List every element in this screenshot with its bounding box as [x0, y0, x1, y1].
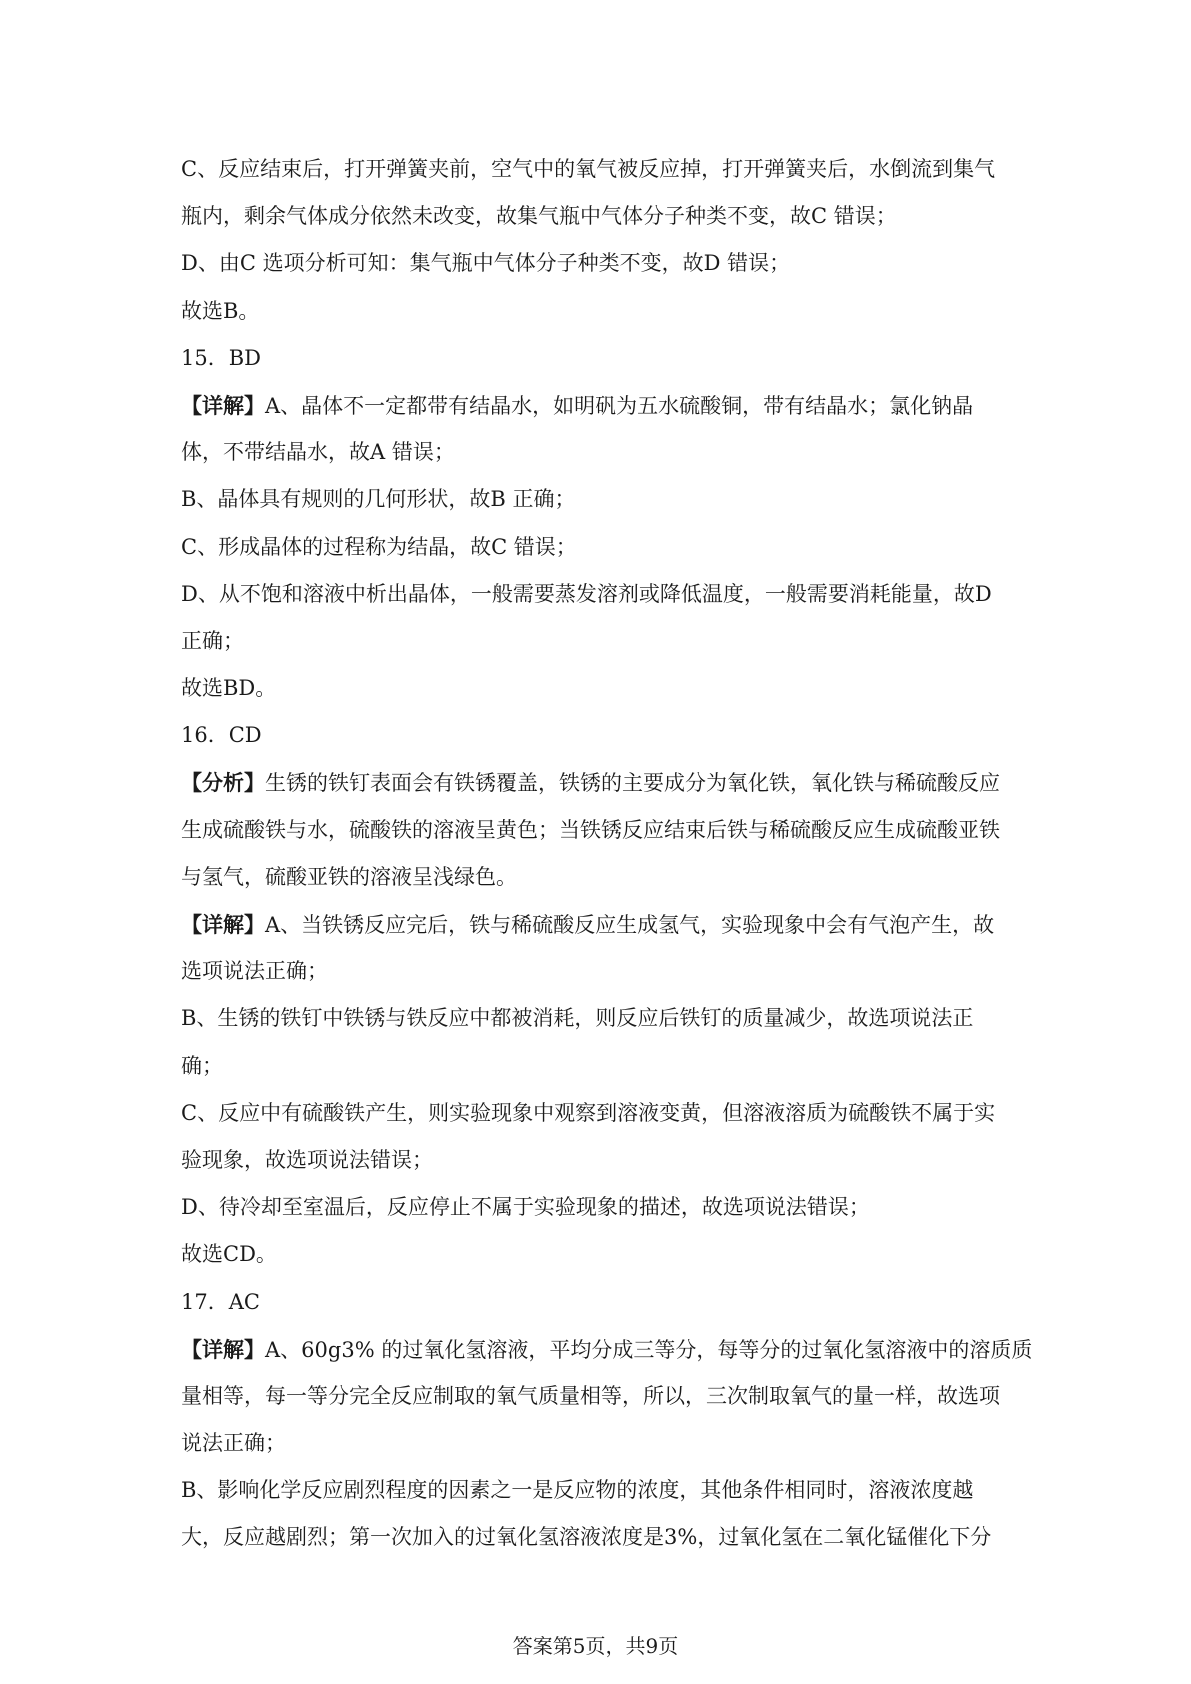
text-line: 正确；	[181, 628, 244, 653]
text-line: B、影响化学反应剧烈程度的因素之一是反应物的浓度，其他条件相同时，溶液浓度越	[181, 1478, 974, 1503]
text-line: D、待冷却至室温后，反应停止不属于实验现象的描述，故选项说法错误；	[181, 1195, 870, 1220]
text-line: 【详解】A、当铁锈反应完后，铁与稀硫酸反应生成氢气，实验现象中会有气泡产生，故	[181, 912, 995, 937]
text-line: 生成硫酸铁与水，硫酸铁的溶液呈黄色；当铁锈反应结束后铁与稀硫酸反应生成硫酸亚铁	[181, 817, 1000, 842]
text-line: 【详解】A、晶体不一定都带有结晶水，如明矾为五水硫酸铜，带有结晶水；氯化钠晶	[181, 392, 974, 418]
text-line: 确；	[181, 1053, 223, 1078]
text-line: B、生锈的铁钉中铁锈与铁反应中都被消耗，则反应后铁钉的质量减少，故选项说法正	[181, 1006, 974, 1031]
text-line: C、反应中有硫酸铁产生，则实验现象中观察到溶液变黄，但溶液溶质为硫酸铁不属于实	[181, 1100, 996, 1125]
section-label: 【详解】	[181, 1336, 265, 1362]
text-line: 故选CD。	[181, 1242, 277, 1267]
text-line: C、形成晶体的过程称为结晶，故C 错误；	[181, 534, 577, 559]
text-line: 说法正确；	[181, 1431, 286, 1456]
text-line: 选项说法正确；	[181, 959, 328, 984]
text-line: 大，反应越剧烈；第一次加入的过氧化氢溶液浓度是3%，过氧化氢在二氧化锰催化下分	[181, 1525, 992, 1550]
section-label: 【分析】	[181, 770, 265, 796]
text-line: 故选B。	[181, 298, 260, 323]
text-line: 体，不带结晶水，故A 错误；	[181, 440, 455, 465]
question-number: 16．CD	[181, 723, 262, 748]
question-number: 15．BD	[181, 345, 261, 370]
answer-text-body	[181, 146, 1041, 1562]
text-line: 与氢气，硫酸亚铁的溶液呈浅绿色。	[181, 864, 517, 889]
text-line: 故选BD。	[181, 676, 277, 701]
text-line: D、由C 选项分析可知：集气瓶中气体分子种类不变，故D 错误；	[181, 251, 791, 276]
page-footer: 答案第5页，共9页	[512, 1634, 679, 1658]
section-label: 【详解】	[181, 392, 265, 418]
text-line: 量相等，每一等分完全反应制取的氧气质量相等，所以，三次制取氧气的量一样，故选项	[181, 1383, 1000, 1408]
section-label: 【详解】	[181, 912, 265, 937]
text-line: 验现象，故选项说法错误；	[181, 1147, 433, 1172]
question-number: 17．AC	[181, 1289, 260, 1314]
text-line: C、反应结束后，打开弹簧夹前，空气中的氧气被反应掉，打开弹簧夹后，水倒流到集气	[181, 157, 996, 181]
text-line: 【分析】生锈的铁钉表面会有铁锈覆盖，铁锈的主要成分为氧化铁，氧化铁与稀硫酸反应	[181, 770, 1000, 796]
text-line: 【详解】A、60g3% 的过氧化氢溶液，平均分成三等分，每等分的过氧化氢溶液中的溶质质	[181, 1336, 1033, 1362]
text-line: D、从不饱和溶液中析出晶体，一般需要蒸发溶剂或降低温度，一般需要消耗能量，故D	[181, 581, 992, 606]
text-line: 瓶内，剩余气体成分依然未改变，故集气瓶中气体分子种类不变，故C 错误；	[181, 204, 897, 229]
text-line: B、晶体具有规则的几何形状，故B 正确；	[181, 487, 576, 512]
